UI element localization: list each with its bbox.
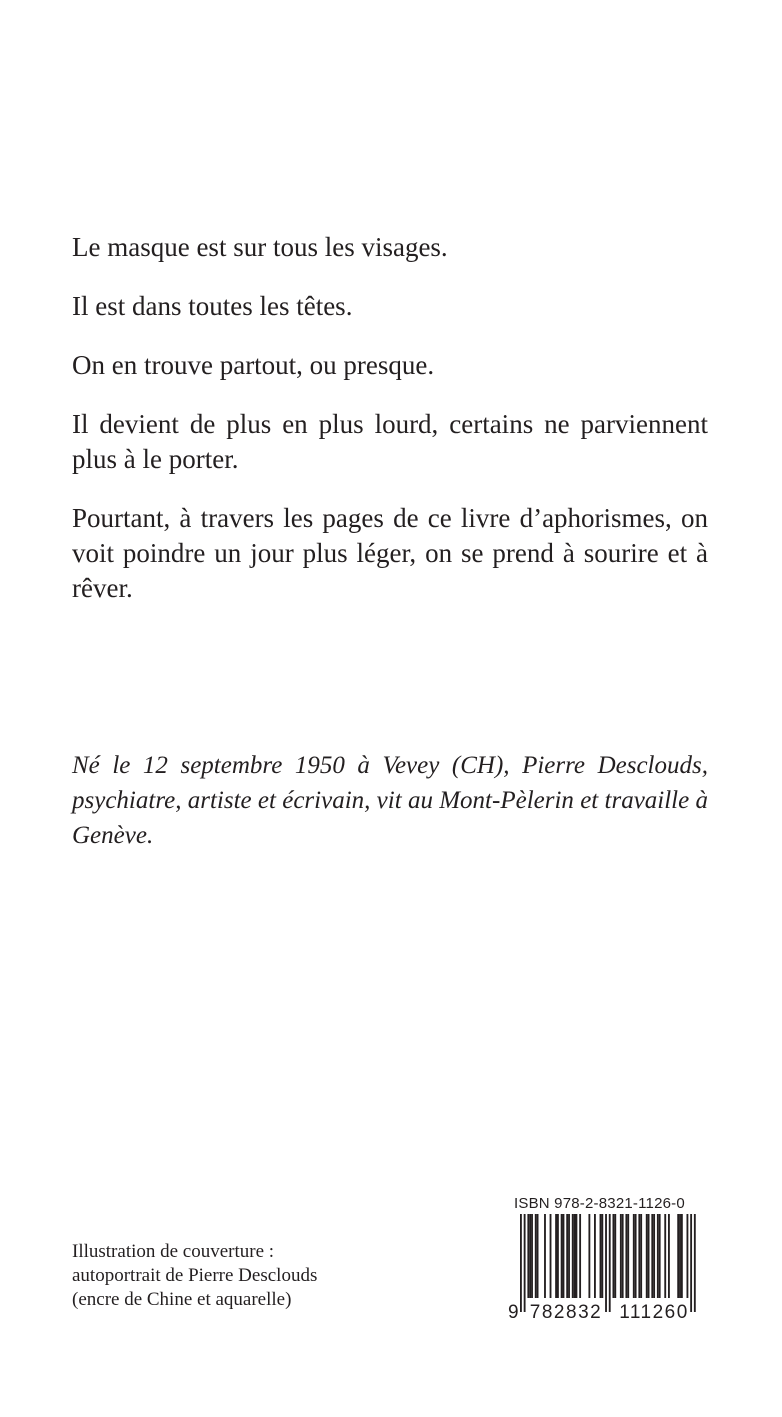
barcode-bar bbox=[563, 1214, 565, 1298]
barcode-bar bbox=[579, 1214, 581, 1298]
barcode-bar bbox=[605, 1214, 607, 1312]
barcode-bar bbox=[609, 1214, 611, 1312]
barcode-image bbox=[508, 1214, 708, 1320]
barcode-bar bbox=[535, 1214, 537, 1298]
barcode-bar bbox=[555, 1214, 557, 1298]
barcode-bar bbox=[529, 1214, 531, 1298]
blurb-paragraph-2: Il est dans toutes les têtes. bbox=[72, 291, 353, 321]
barcode-bar bbox=[664, 1214, 666, 1298]
barcode-bar bbox=[640, 1214, 642, 1298]
barcode-bar bbox=[524, 1214, 526, 1312]
credit-line-3: (encre de Chine et aquarelle) bbox=[72, 1289, 292, 1310]
barcode-bar bbox=[638, 1214, 640, 1298]
barcode-bar bbox=[627, 1214, 629, 1298]
barcode-bar bbox=[566, 1214, 568, 1298]
barcode-bar bbox=[572, 1214, 574, 1298]
barcode-bar bbox=[620, 1214, 622, 1298]
barcode-bar bbox=[657, 1214, 659, 1298]
barcode-bar bbox=[648, 1214, 650, 1298]
cover-illustration-credit bbox=[72, 1240, 402, 1312]
barcode-bar bbox=[635, 1214, 637, 1298]
barcode-right-digits: 111260 bbox=[619, 1302, 689, 1320]
isbn-barcode bbox=[508, 1196, 708, 1320]
barcode-bar bbox=[681, 1214, 683, 1298]
credit-line-1: Illustration de couverture : bbox=[72, 1241, 275, 1262]
back-cover-blurb bbox=[72, 230, 708, 630]
barcode-bar bbox=[633, 1214, 635, 1298]
barcode-lead-digit: 9 bbox=[508, 1302, 519, 1320]
isbn-label: ISBN 978-2-8321-1126-0 bbox=[514, 1195, 685, 1212]
barcode-bar bbox=[646, 1214, 648, 1298]
barcode-bar bbox=[568, 1214, 570, 1298]
barcode-bar bbox=[694, 1214, 696, 1312]
barcode-bar bbox=[679, 1214, 681, 1298]
barcode-bar bbox=[614, 1214, 616, 1298]
barcode-bar bbox=[574, 1214, 576, 1298]
barcode-bar bbox=[531, 1214, 533, 1298]
barcode-left-digits: 782832 bbox=[529, 1302, 603, 1320]
barcode-bar bbox=[550, 1214, 552, 1298]
barcode-bars bbox=[520, 1214, 696, 1312]
barcode-bar bbox=[690, 1214, 692, 1312]
blurb-paragraph-3: On en trouve partout, ou presque. bbox=[72, 350, 435, 380]
barcode-bar bbox=[687, 1214, 689, 1298]
barcode-bar bbox=[625, 1214, 627, 1298]
barcode-bar bbox=[561, 1214, 563, 1298]
blurb-paragraph-1: Le masque est sur tous les visages. bbox=[72, 232, 448, 262]
barcode-bar bbox=[659, 1214, 661, 1298]
barcode-bar bbox=[653, 1214, 655, 1298]
barcode-bar bbox=[544, 1214, 546, 1298]
credit-line-2: autoportrait de Pierre Desclouds bbox=[72, 1265, 318, 1286]
barcode-bar bbox=[651, 1214, 653, 1298]
barcode-bar bbox=[668, 1214, 670, 1298]
barcode-bar bbox=[622, 1214, 624, 1298]
barcode-bar bbox=[601, 1214, 603, 1298]
author-bio: Né le 12 septembre 1950 à Vevey (CH), Pierre Desclouds, psychiatre, artiste et écrivain, vit au Mont-Pèlerin et travaille à Genève. bbox=[72, 752, 708, 849]
barcode-bar bbox=[613, 1214, 615, 1298]
barcode-bar bbox=[557, 1214, 559, 1298]
blurb-paragraph-5: Pourtant, à travers les pages de ce livre d’aphorismes, on voit poindre un jour plus léger, on se prend à sourire et à rêver. bbox=[72, 503, 708, 603]
barcode-bar bbox=[600, 1214, 602, 1298]
barcode-bar bbox=[677, 1214, 679, 1298]
barcode-bar bbox=[576, 1214, 578, 1298]
barcode-bar bbox=[527, 1214, 529, 1298]
barcode-bar bbox=[588, 1214, 590, 1298]
barcode-bar bbox=[537, 1214, 539, 1298]
blurb-paragraph-4: Il devient de plus en plus lourd, certains ne parviennent plus à le porter. bbox=[72, 409, 708, 474]
barcode-bar bbox=[520, 1214, 522, 1312]
barcode-bar bbox=[594, 1214, 596, 1298]
